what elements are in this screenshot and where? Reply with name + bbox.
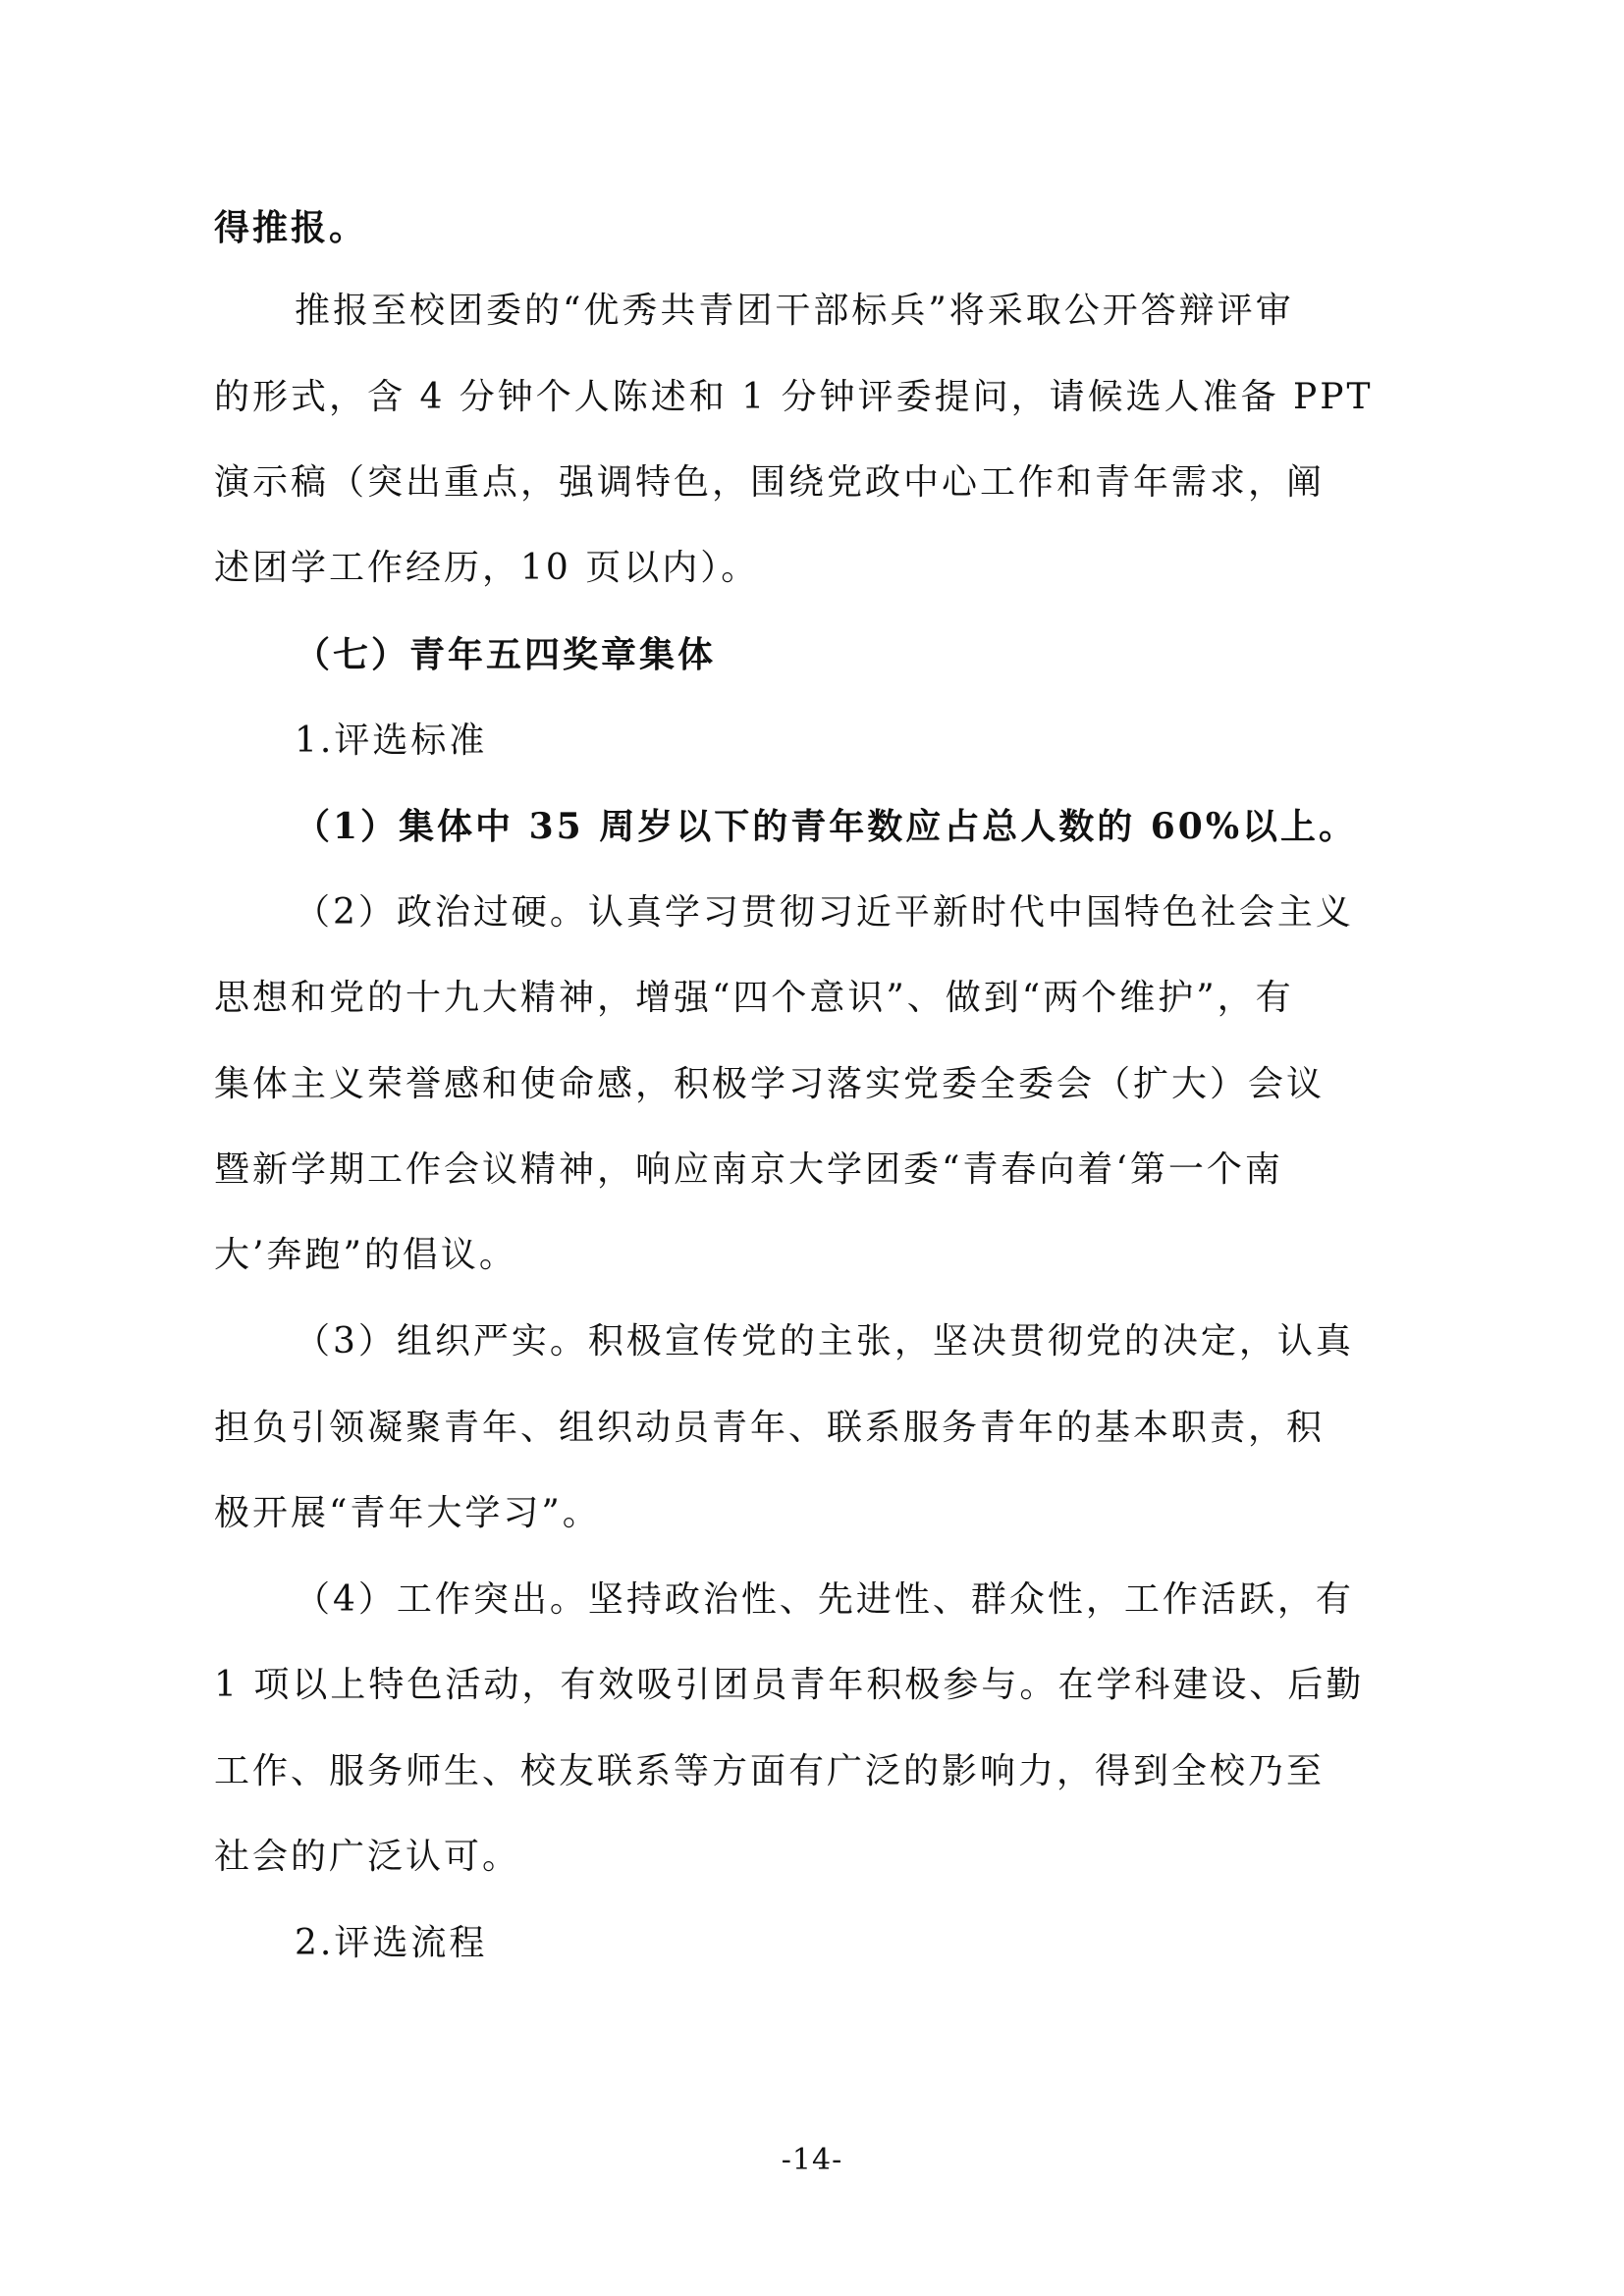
criterion-4-line: 工作、服务师生、校友联系等方面有广泛的影响力，得到全校乃至: [214, 1751, 1326, 1791]
criterion-4-line: 社会的广泛认可。: [214, 1837, 521, 1877]
criterion-2-line: 大’奔跑”的倡议。: [214, 1235, 517, 1275]
criterion-1: （1）集体中 35 周岁以下的青年数应占总人数的 60%以上。: [295, 806, 1358, 847]
criterion-4-line: （4）工作突出。坚持政治性、先进性、群众性，工作活跃，有: [295, 1579, 1354, 1620]
criterion-2-line: 暨新学期工作会议精神，响应南京大学团委“青春向着‘第一个南: [214, 1149, 1283, 1190]
text-line: 演示稿（突出重点，强调特色，围绕党政中心工作和青年需求，阐: [214, 462, 1326, 503]
subsection-heading: 2.评选流程: [295, 1923, 488, 1963]
criterion-3-line: 担负引领凝聚青年、组织动员青年、联系服务青年的基本职责，积: [214, 1408, 1326, 1448]
criterion-3-line: （3）组织严实。积极宣传党的主张，坚决贯彻党的决定，认真: [295, 1321, 1354, 1362]
criterion-3-line: 极开展“青年大学习”。: [214, 1493, 601, 1533]
text-line-continuation: 得推报。: [214, 207, 368, 248]
criterion-2-line: 思想和党的十九大精神，增强“四个意识”、做到“两个维护”，有: [214, 978, 1294, 1018]
criterion-2-line: 集体主义荣誉感和使命感，积极学习落实党委全委会（扩大）会议: [214, 1064, 1326, 1104]
page-number: -14-: [781, 2143, 843, 2177]
subsection-heading: 1.评选标准: [295, 721, 488, 761]
text-line: 推报至校团委的“优秀共青团干部标兵”将采取公开答辩评审: [295, 291, 1294, 331]
section-heading: （七）青年五四奖章集体: [295, 634, 717, 675]
text-line: 述团学工作经历，10 页以内）。: [214, 548, 760, 588]
criterion-2-line: （2）政治过硬。认真学习贯彻习近平新时代中国特色社会主义: [295, 892, 1354, 933]
criterion-4-line: 1 项以上特色活动，有效吸引团员青年积极参与。在学科建设、后勤: [214, 1665, 1365, 1705]
text-line: 的形式，含 4 分钟个人陈述和 1 分钟评委提问，请候选人准备 PPT: [214, 377, 1374, 417]
